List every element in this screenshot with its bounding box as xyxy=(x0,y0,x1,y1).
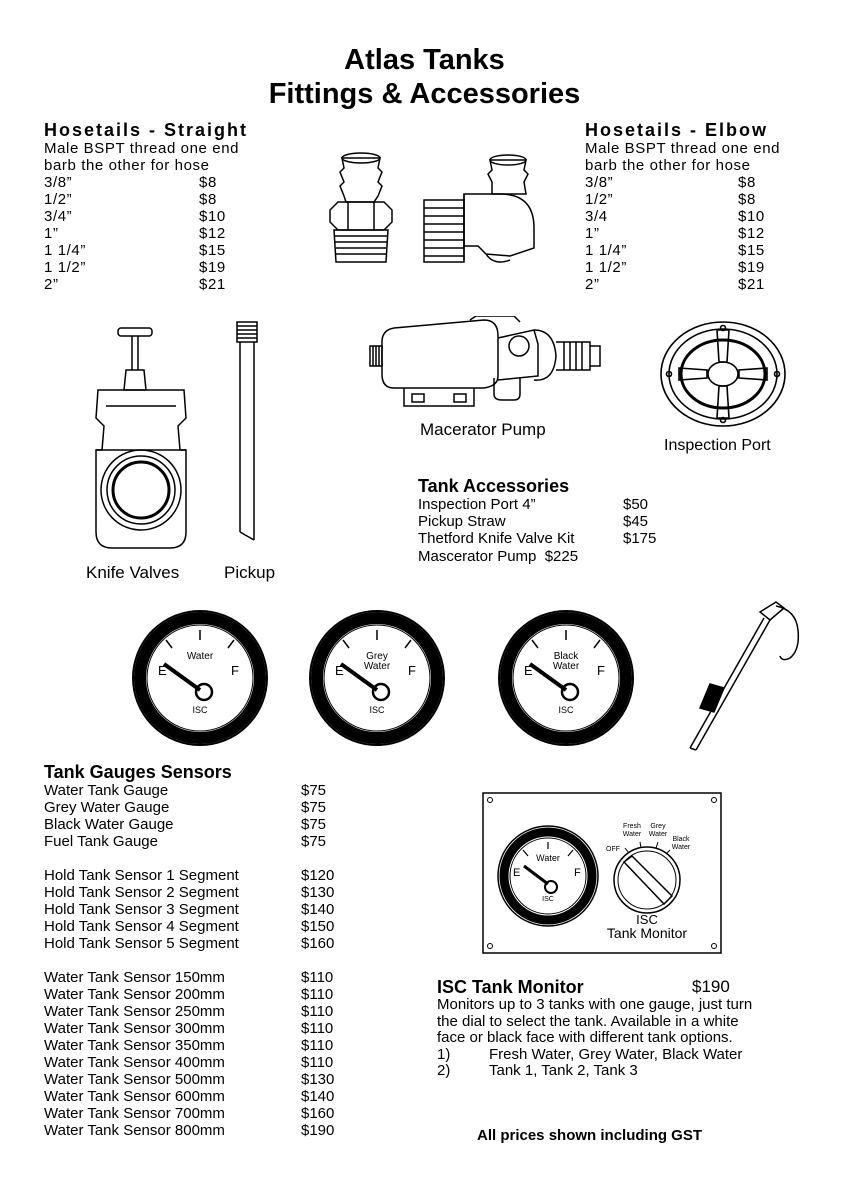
water-sensor-row xyxy=(44,1020,334,1037)
hosetails-straight-desc-1: Male BSPT thread one end xyxy=(44,140,240,157)
hosetails-elbow-heading: Hosetails - Elbow xyxy=(585,120,769,140)
gauge-row xyxy=(44,799,326,816)
hold-sensor-row xyxy=(44,901,334,918)
price-cell: $10 xyxy=(738,208,765,225)
item-name: Hold Tank Sensor 3 Segment xyxy=(44,901,239,918)
gauge-brand: ISC xyxy=(192,705,208,715)
item-price: $130 xyxy=(301,1071,335,1088)
gauge-row xyxy=(44,816,326,833)
price-cell: $19 xyxy=(738,259,765,276)
hold-sensor-row xyxy=(44,918,334,935)
black-water-gauge-illustration xyxy=(496,608,636,748)
price-cell: $15 xyxy=(738,242,765,259)
gauge-full-mark: F xyxy=(408,663,416,678)
item-price: $110 xyxy=(301,969,334,986)
knife-valve-illustration xyxy=(90,326,195,558)
hold-sensor-row xyxy=(44,867,334,884)
item-name: Water Tank Sensor 700mm xyxy=(44,1105,225,1122)
isc-option-2 xyxy=(437,1063,817,1080)
accessory-name: Inspection Port 4” xyxy=(418,496,536,513)
price-row xyxy=(585,276,765,293)
hold-sensor-row xyxy=(44,935,334,952)
gauge-empty-mark: E xyxy=(335,663,344,678)
dial-fresh-line2: Water xyxy=(622,831,642,838)
price-cell: $8 xyxy=(738,191,756,208)
monitor-gauge-empty-mark: E xyxy=(513,867,521,879)
item-name: Water Tank Sensor 800mm xyxy=(44,1122,225,1139)
water-sensor-row xyxy=(44,1037,334,1054)
price-row xyxy=(44,259,226,276)
price-row xyxy=(44,276,226,293)
price-row xyxy=(585,208,765,225)
water-sensor-row xyxy=(44,1088,334,1105)
item-name: Water Tank Sensor 200mm xyxy=(44,986,225,1003)
monitor-gauge-brand: ISC xyxy=(542,896,554,903)
price-row xyxy=(585,242,765,259)
item-name: Hold Tank Sensor 5 Segment xyxy=(44,935,239,952)
hosetail-fittings-illustration xyxy=(314,150,554,275)
item-name: Fuel Tank Gauge xyxy=(44,833,158,850)
option-number: 2) xyxy=(437,1062,451,1079)
page-title: Atlas Tanks xyxy=(344,44,505,76)
accessory-name: Pickup Straw xyxy=(418,513,506,530)
item-name: Water Tank Sensor 300mm xyxy=(44,1020,225,1037)
item-price: $75 xyxy=(301,833,327,850)
option-text: Tank 1, Tank 2, Tank 3 xyxy=(489,1062,638,1079)
item-name: Water Tank Sensor 400mm xyxy=(44,1054,225,1071)
item-price: $160 xyxy=(301,1105,335,1122)
hosetails-straight-heading: Hosetails - Straight xyxy=(44,120,249,140)
item-name: Black Water Gauge xyxy=(44,816,174,833)
hosetails-elbow-desc-2: barb the other for hose xyxy=(585,157,751,174)
size-cell: 1 1/4” xyxy=(44,242,86,259)
price-cell: $21 xyxy=(738,276,765,293)
price-cell: $8 xyxy=(738,174,756,191)
dial-fresh-line1: Fresh xyxy=(623,823,641,830)
gauge-full-mark: F xyxy=(597,663,605,678)
gauge-label-line1: Grey xyxy=(366,651,388,662)
price-row xyxy=(585,225,765,242)
item-name: Water Tank Sensor 250mm xyxy=(44,1003,225,1020)
item-name: Grey Water Gauge xyxy=(44,799,170,816)
size-cell: 1” xyxy=(585,225,600,242)
price-row xyxy=(44,174,226,191)
gauge-label-line1: Black xyxy=(553,651,579,662)
item-name: Hold Tank Sensor 4 Segment xyxy=(44,918,239,935)
item-price: $190 xyxy=(301,1122,335,1139)
knife-valves-caption: Knife Valves xyxy=(86,563,180,582)
water-sensor-price-table xyxy=(44,969,334,1139)
macerator-pump-caption: Macerator Pump xyxy=(420,420,546,439)
gauge-brand: ISC xyxy=(558,705,574,715)
tank-gauges-sensors-heading: Tank Gauges Sensors xyxy=(44,762,232,782)
price-cell: $8 xyxy=(199,174,217,191)
item-price: $75 xyxy=(301,816,327,833)
inspection-port-illustration xyxy=(657,318,789,430)
isc-option-1 xyxy=(437,1047,817,1064)
monitor-panel-name: Tank Monitor xyxy=(606,925,688,941)
price-cell: $21 xyxy=(199,276,226,293)
hosetails-straight-desc-2: barb the other for hose xyxy=(44,157,210,174)
item-price: $130 xyxy=(301,884,335,901)
isc-tank-monitor-desc-1: Monitors up to 3 tanks with one gauge, just turn xyxy=(437,996,753,1013)
price-cell: $15 xyxy=(199,242,226,259)
item-name: Water Tank Gauge xyxy=(44,782,169,799)
option-text: Fresh Water, Grey Water, Black Water xyxy=(489,1045,743,1063)
accessory-price: $50 xyxy=(623,496,649,513)
accessory-row xyxy=(418,513,656,530)
hold-sensor-price-table xyxy=(44,867,334,952)
accessory-row xyxy=(418,496,656,513)
dial-off-label: OFF xyxy=(606,846,620,853)
item-price: $120 xyxy=(301,867,335,884)
water-gauge-illustration xyxy=(130,608,270,748)
item-price: $160 xyxy=(301,935,335,952)
isc-tank-monitor-panel-illustration xyxy=(482,792,722,954)
gauge-full-mark: F xyxy=(231,663,239,678)
hold-sensor-row xyxy=(44,884,334,901)
page-subtitle: Fittings & Accessories xyxy=(268,78,581,110)
hosetails-straight-section xyxy=(44,120,248,293)
item-name: Water Tank Sensor 350mm xyxy=(44,1037,225,1054)
hosetails-straight-table xyxy=(44,174,226,293)
mascerator-pump-line: Mascerator Pump $225 xyxy=(418,548,579,565)
item-name: Water Tank Sensor 150mm xyxy=(44,969,225,986)
water-sensor-row xyxy=(44,1054,334,1071)
item-price: $75 xyxy=(301,799,327,816)
isc-tank-monitor-section xyxy=(437,977,817,1080)
dial-black-line1: Black xyxy=(672,836,690,843)
gst-note: All prices shown including GST xyxy=(477,1127,703,1144)
grey-water-gauge-illustration xyxy=(307,608,447,748)
monitor-gauge-label: Water xyxy=(536,853,560,863)
tank-gauges-sensors-section xyxy=(44,762,334,1139)
size-cell: 1 1/2” xyxy=(44,259,86,276)
price-row xyxy=(44,242,226,259)
monitor-panel-brand: ISC xyxy=(636,912,658,927)
item-price: $150 xyxy=(301,918,335,935)
tank-sensor-illustration xyxy=(676,600,811,755)
size-cell: 1/2” xyxy=(44,191,73,208)
pickup-straw-illustration xyxy=(228,320,268,544)
size-cell: 3/4” xyxy=(44,208,73,225)
dial-black-line2: Water xyxy=(671,844,691,851)
isc-tank-monitor-price: $190 xyxy=(692,977,730,996)
tank-accessories-table xyxy=(418,496,656,547)
accessory-price: $45 xyxy=(623,513,649,530)
hosetails-elbow-section xyxy=(585,120,780,293)
price-row xyxy=(585,174,765,191)
gauge-label-line1: Water xyxy=(186,651,214,662)
water-sensor-row xyxy=(44,1122,334,1139)
size-cell: 1 1/2” xyxy=(585,259,627,276)
monitor-gauge-full-mark: F xyxy=(574,867,581,879)
item-name: Water Tank Sensor 500mm xyxy=(44,1071,225,1088)
straight-hosetail-icon xyxy=(330,153,392,262)
isc-tank-monitor-desc-3: face or black face with different tank options. xyxy=(437,1029,733,1046)
tank-accessories-heading: Tank Accessories xyxy=(418,476,570,496)
item-price: $110 xyxy=(301,986,334,1003)
water-sensor-row xyxy=(44,969,334,986)
macerator-pump-illustration xyxy=(364,316,614,416)
hosetails-elbow-desc-1: Male BSPT thread one end xyxy=(585,140,781,157)
price-row xyxy=(44,225,226,242)
gauge-empty-mark: E xyxy=(524,663,533,678)
price-row xyxy=(44,191,226,208)
hosetails-elbow-table xyxy=(585,174,765,293)
water-sensor-row xyxy=(44,1105,334,1122)
size-cell: 3/4 xyxy=(585,208,608,225)
size-cell: 3/8” xyxy=(44,174,73,191)
item-name: Hold Tank Sensor 2 Segment xyxy=(44,884,239,901)
water-sensor-row xyxy=(44,1071,334,1088)
item-name: Hold Tank Sensor 1 Segment xyxy=(44,867,239,884)
water-sensor-row xyxy=(44,1003,334,1020)
gauge-price-table xyxy=(44,782,326,850)
isc-tank-monitor-heading: ISC Tank Monitor xyxy=(437,977,584,997)
size-cell: 1” xyxy=(44,225,59,242)
accessory-price: $175 xyxy=(623,530,657,547)
price-row xyxy=(44,208,226,225)
size-cell: 2” xyxy=(585,276,600,293)
item-price: $110 xyxy=(301,1037,334,1054)
item-price: $75 xyxy=(301,782,327,799)
gauge-row xyxy=(44,833,326,850)
item-price: $110 xyxy=(301,1003,334,1020)
size-cell: 3/8” xyxy=(585,174,614,191)
price-row xyxy=(585,191,765,208)
size-cell: 1/2” xyxy=(585,191,614,208)
tank-accessories-section xyxy=(418,476,656,566)
item-price: $140 xyxy=(301,1088,335,1105)
size-cell: 2” xyxy=(44,276,59,293)
price-row xyxy=(585,259,765,276)
item-price: $140 xyxy=(301,901,335,918)
item-price: $110 xyxy=(301,1020,334,1037)
gauge-row xyxy=(44,782,326,799)
item-price: $110 xyxy=(301,1054,334,1071)
dial-grey-line2: Water xyxy=(648,831,668,838)
isc-tank-monitor-desc-2: the dial to select the tank. Available in a white xyxy=(437,1012,739,1030)
price-cell: $8 xyxy=(199,191,217,208)
dial-grey-line1: Grey xyxy=(650,823,666,830)
price-cell: $12 xyxy=(199,225,226,242)
gauge-label-line2: Water xyxy=(363,661,391,672)
water-sensor-row xyxy=(44,986,334,1003)
gauge-brand: ISC xyxy=(369,705,385,715)
elbow-hosetail-icon xyxy=(424,155,534,262)
item-name: Water Tank Sensor 600mm xyxy=(44,1088,225,1105)
inspection-port-caption: Inspection Port xyxy=(664,437,771,454)
gauge-label-line2: Water xyxy=(552,661,580,672)
accessory-row xyxy=(418,530,656,547)
pickup-caption: Pickup xyxy=(224,563,276,582)
price-cell: $19 xyxy=(199,259,226,276)
gauge-empty-mark: E xyxy=(158,663,167,678)
option-number: 1) xyxy=(437,1045,451,1063)
price-cell: $12 xyxy=(738,225,765,242)
accessory-name: Thetford Knife Valve Kit xyxy=(418,530,575,547)
size-cell: 1 1/4” xyxy=(585,242,627,259)
price-cell: $10 xyxy=(199,208,226,225)
